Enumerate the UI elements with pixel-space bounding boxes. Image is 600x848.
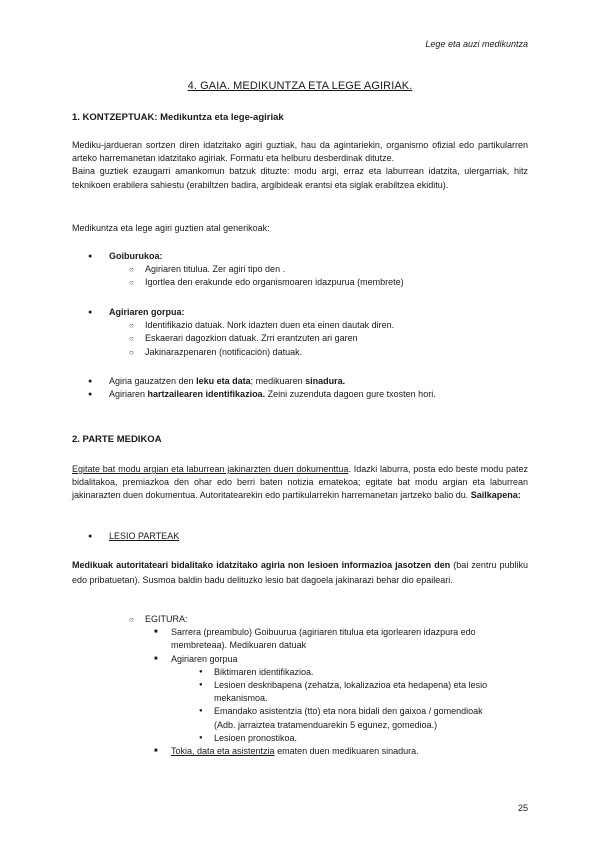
list-item: ● Biktimaren identifikazioa. — [72, 666, 528, 679]
section-1-paragraph-1 — [72, 139, 528, 192]
list-item-gorputza: ● Agiriaren gorpua: — [72, 306, 528, 319]
list-item: ● Emandako asistentzia (tto) eta nora bidali den gaixoa / gomendioak (Adb. jarraiztea tratamenduarekin 5 egunez, gomedioa.) — [72, 705, 528, 731]
list-item-sarrera: ■ Sarrera (preambulo) Goibuurua (agiriaren titulua eta igorlearen idazpura edo membreteaa). Medikuaren datuak — [72, 626, 528, 652]
list-item-hartzailea: ● Agiriaren hartzailearen identifikazioa. Zeini zuzenduta dagoen gure txosten hori. — [72, 388, 528, 401]
list-item: ○ Agiriaren titulua. Zer agiri tipo den . — [72, 263, 528, 276]
list-item-gorpua: ■ Agiriaren gorpua — [72, 653, 528, 666]
list-item: ○ Igortlea den erakunde edo organismoaren idazpurua (membrete) — [72, 276, 528, 289]
list-item: ○ Eskaerari dagozkion datuak. Zrri erantzuten ari garen — [72, 332, 528, 345]
list-item-egitura: ○ EGITURA: — [72, 613, 528, 626]
section-2-heading-block — [72, 433, 528, 446]
gorputza-list — [72, 306, 528, 359]
section-1-para2: Medikuntza eta lege agiri guztien atal generikoak: — [72, 223, 270, 233]
definition-underlined: Egitate bat modu argian eta laburrean jakinarzten duen dokumenttua — [72, 464, 349, 474]
section-2-heading: 2. PARTE MEDIKOA — [72, 434, 162, 445]
list-item-goiburukoa: ● Goiburukoa: — [72, 250, 528, 263]
egitura-list — [72, 613, 528, 758]
list-item: ● Lesioen deskribapena (zehatza, lokalizazioa eta hedapena) eta lesio mekanismoa. — [72, 679, 528, 705]
section-2-paragraph-1: Egitate bat modu argian eta laburrean jakinarzten duen dokumenttua. Idazki laburra, posta edo beste modu patez bidalitakoa, premiazkoa den ohar edo berri baten notizia ematekoa; egitate bat modu argian eta laburrean jakinarazten duen dokumentua. Autoritatearekin edo partikularrekin harremanetan jartzeko balio du. Sailkapena: — [72, 464, 529, 501]
section-1-para1-line2: Baina guztiek ezaugarri amankomun batzuk dituzte: modu argi, erraz eta laburrean idatzita, ulergarriak, hitz teknikoen erabilera sahiestu (erabiltzen badira, argibideak erantsi eta siglak erabiltzea ekiditu). — [72, 166, 528, 190]
chapter-title: 4. GAIA. MEDIKUNTZA ETA LEGE AGIRIAK. — [187, 80, 413, 92]
lesio-list — [72, 530, 528, 543]
running-header: Lege eta auzi medikuntza — [425, 39, 528, 49]
list-item-lesio-parteak: ● LESIO PARTEAK — [72, 530, 528, 543]
section-1-heading-block — [72, 111, 528, 124]
extra-list — [72, 375, 528, 401]
section-1-heading: 1. KONTZEPTUAK: Medikuntza eta lege-agiriak — [72, 112, 284, 123]
section-1-para1-line1: Mediku-jardueran sortzen diren idatzitako agiri guztiak, hau da agintariekin, organismo ofizial edo partikularren arteko harremanetan idatzitako agiriak. Formatu eta helburu desberdinak ditutze. — [72, 140, 528, 164]
list-item-leku-data: ● Agiria gauzatzen den leku eta data; medikuaren sinadura. — [72, 375, 528, 388]
list-item: ○ Identifikazio datuak. Nork idazten duen eta einen dautak diren. — [72, 319, 528, 332]
list-item: ● Lesioen pronostikoa. — [72, 732, 528, 745]
list-item: ○ Jakinarazpenaren (notificación) datuak. — [72, 346, 528, 359]
goiburukoa-list — [72, 250, 528, 290]
section-1-paragraph-2 — [72, 222, 528, 235]
goiburukoa-label: Goiburukoa — [109, 251, 160, 261]
section-2-paragraph-2: Medikuak autoritateari bidalitako idatzitako agiria non lesioen informazioa jasotzen den (bai zentru publiku edo pribatuetan). Susmoa baldin badu delituzko lesio bat dagoela jakinarazi behar dio epaileari. — [72, 560, 528, 585]
page-number: 25 — [517, 803, 528, 813]
list-item-tokia: ■ Tokia, data eta asistentzia ematen duen medikuaren sinadura. — [72, 745, 528, 758]
gorputza-label: Agiriaren gorpua — [109, 307, 182, 317]
